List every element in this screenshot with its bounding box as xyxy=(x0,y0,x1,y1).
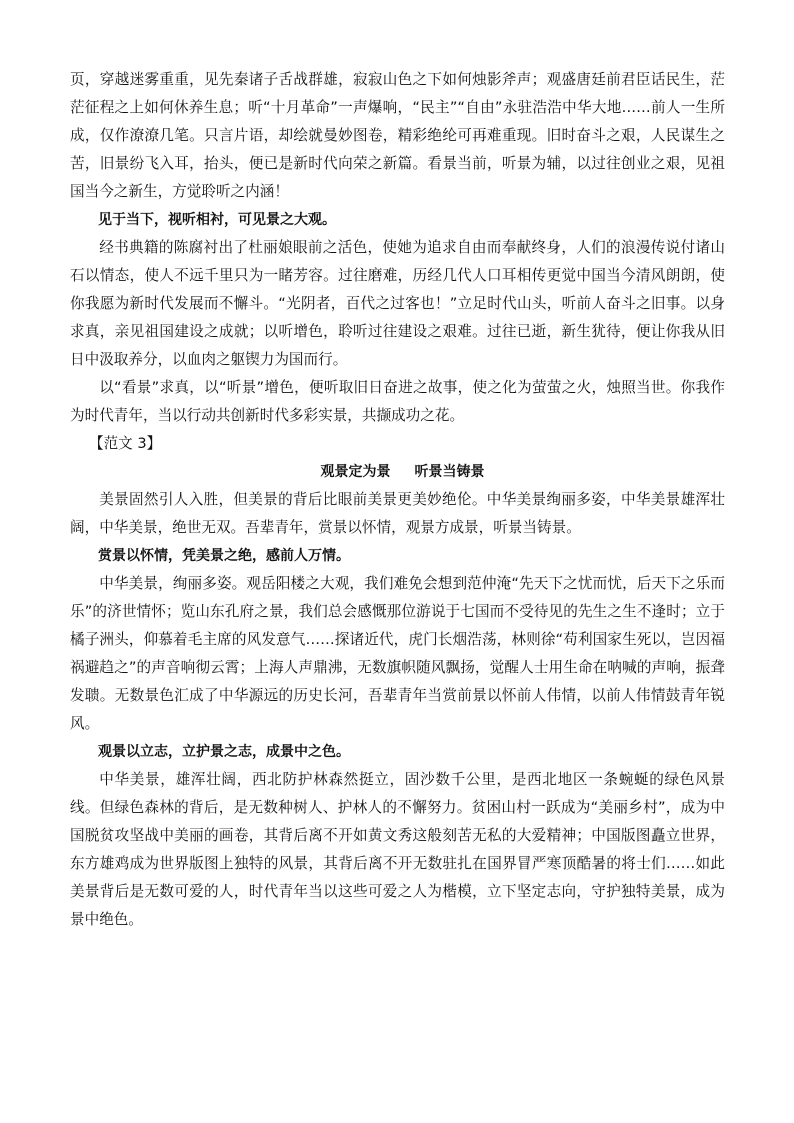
paragraph-5: 中华美景，绚丽多姿。观岳阳楼之大观，我们难免会想到范仲淹“先天下之忧而忧，后天下之乐而乐”的济世情怀；览山东孔府之景，我们总会感慨那位游说于七国而不受待见的先生之生不逢时；立于橘子洲头，仰慕着毛主席的风发意气……探诸近代，虎门长烟浩荡，林则徐“苟利国家生死以，岂因福祸避趋之”的声音响彻云霄；上海人声鼎沸，无数旗帜随风飘扬，觉醒人士用生命在呐喊的声响，振聋发聩。无数景色汇成了中华源远的历史长河，吾辈青年当赏前景以怀前人伟情，以前人伟情鼓青年锐风。 xyxy=(70,575,725,732)
essay-title-right: 听景当铸景 xyxy=(414,464,485,480)
paragraph-2: 经书典籍的陈腐衬出了杜丽娘眼前之活色，使她为追求自由而奉献终身，人们的浪漫传说付诸山石以情态，使人不远千里只为一睹芳容。过往磨难，历经几代人口耳相传更觉中国当今清风朗朗，使你我愿为新时代发展而不懈斗。“光阴者，百代之过客也！”立足时代山头，听前人奋斗之旧事。以身求真，亲见祖国建设之成就；以听增色，聆听过往建设之艰难。过往已逝，新生犹待，便让你我从旧日中汲取养分，以血肉之躯锲力为国而行。 xyxy=(70,239,725,368)
section-heading-1: 见于当下，视听相衬，可见景之大观。 xyxy=(98,212,336,228)
paragraph-3: 以“看景”求真，以“听景”增色，便听取旧日奋进之故事，使之化为萤萤之火，烛照当世。你我作为时代青年，当以行动共创新时代多彩实景，共撷成功之花。 xyxy=(70,379,725,424)
paragraph-1: 页，穿越迷雾重重，见先秦诸子舌战群雄，寂寂山色之下如何烛影斧声；观盛唐廷前君臣话民生，茫茫征程之上如何休养生息；听“十月革命”一声爆响，“民主”“自由”永驻浩浩中华大地……前人一生所成，仅作潦潦几笔。只言片语，却绘就曼妙图卷，精彩绝纶可再难重现。旧时奋斗之艰，人民谋生之苦，旧景纷飞入耳，抬头，便已是新时代向荣之新篇。看景当前，听景为辅，以过往创业之艰，见祖国当今之新生，方觉聆听之内涵！ xyxy=(70,71,725,200)
paragraph-4: 美景固然引人入胜，但美景的背后比眼前美景更美妙绝伦。中华美景绚丽多姿，中华美景雄浑壮阔，中华美景，绝世无双。吾辈青年，赏景以怀情，观景方成景，听景当铸景。 xyxy=(70,491,725,536)
paragraph-6: 中华美景，雄浑壮阔，西北防护林森然挺立，固沙数千公里，是西北地区一条蜿蜒的绿色风景线。但绿色森林的背后，是无数种树人、护林人的不懈努力。贫困山村一跃成为“美丽乡村”，成为中国脱贫攻坚战中美丽的画卷，其背后离不开如黄文秀这般刻苦无私的大爱精神；中国版图矗立世界，东方雄鸡成为世界版图上独特的风景，其背后离不开无数驻扎在国界冒严寒顶酷暑的将士们……如此美景背后是无数可爱的人，时代青年当以这些可爱之人为楷模，立下坚定志向，守护独特美景，成为景中绝色。 xyxy=(70,771,725,928)
sample-essay-label: 【范文 3】 xyxy=(88,435,162,452)
essay-title-left: 观景定为景 xyxy=(320,464,391,480)
section-heading-3: 观景以立志，立护景之志，成景中之色。 xyxy=(98,744,350,760)
essay-title xyxy=(70,458,725,486)
section-heading-2: 赏景以怀情，凭美景之绝，感前人万情。 xyxy=(98,548,350,564)
document-body xyxy=(70,66,725,934)
